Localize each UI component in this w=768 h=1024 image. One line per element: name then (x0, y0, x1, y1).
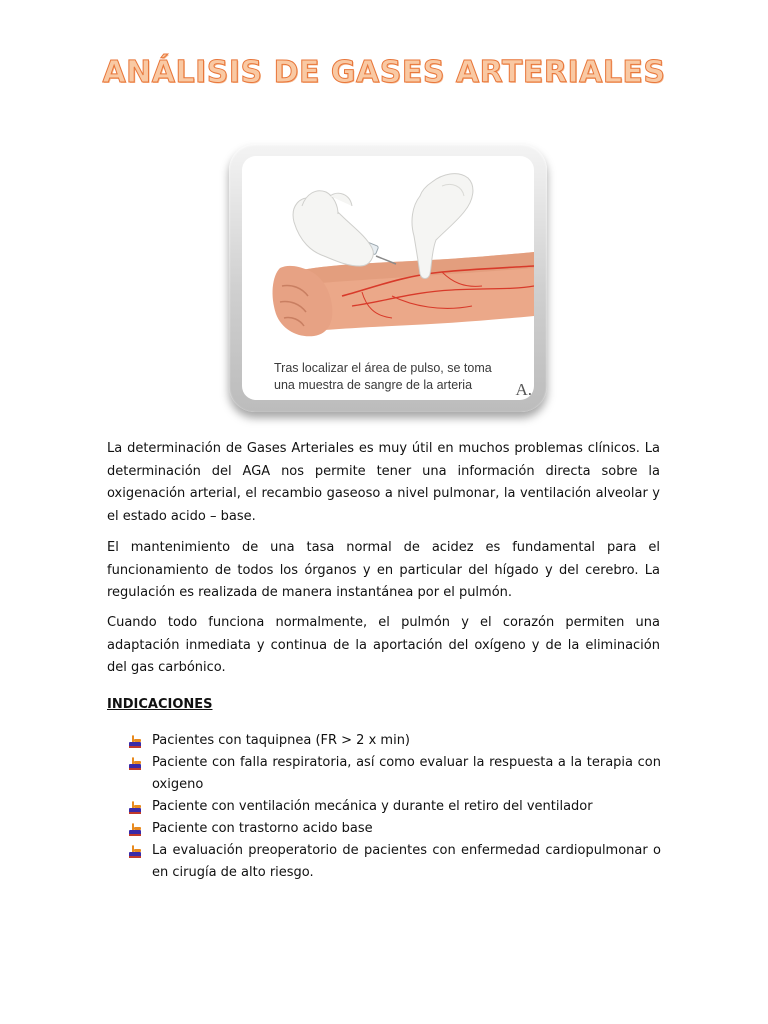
list-item (128, 730, 661, 752)
caption-line-2: una muestra de sangre de la arteria (274, 378, 473, 392)
paragraph-intro: La determinación de Gases Arteriales es muy útil en muchos problemas clínicos. La determinación del AGA nos permite tener una información directa sobre la oxigenación arterial, el recambio gaseoso a nivel pulmonar, la ventilación alveolar y el estado acido – base. (107, 441, 660, 524)
list-item-text: La evaluación preoperatorio de pacientes con enfermedad cardiopulmonar o en cirugía de alto riesgo. (152, 843, 661, 880)
pointer-hand-icon (128, 800, 143, 815)
list-item (128, 840, 661, 884)
list-item (128, 796, 661, 818)
list-item-text: Pacientes con taquipnea (FR > 2 x min) (152, 733, 411, 748)
pointer-hand-icon (128, 844, 143, 859)
list-item-text: Paciente con falla respiratoria, así como evaluar la respuesta a la terapia con oxigeno (152, 755, 661, 792)
caption-line-1: Tras localizar el área de pulso, se toma (274, 361, 492, 375)
list-item (128, 752, 661, 796)
pointer-hand-icon (128, 756, 143, 771)
arterial-puncture-illustration (242, 156, 534, 400)
indications-list (128, 730, 661, 884)
list-item-text: Paciente con ventilación mecánica y durante el retiro del ventilador (152, 799, 593, 814)
illustration-frame (229, 144, 547, 412)
pointer-hand-icon (128, 734, 143, 749)
indications-heading: INDICACIONES (107, 697, 213, 712)
paragraph-normal-function: Cuando todo funciona normalmente, el pulmón y el corazón permiten una adaptación inmediata y continua de la aportación del oxígeno y de la eliminación del gas carbónico. (107, 615, 660, 675)
list-item-text: Paciente con trastorno acido base (152, 821, 373, 836)
image-caption (274, 360, 492, 394)
page-title: ANÁLISIS DE GASES ARTERIALES (102, 55, 666, 90)
paragraph-acidity: El mantenimiento de una tasa normal de acidez es fundamental para el funcionamiento de todos los órganos y en particular del hígado y del cerebro. La regulación es realizada de manera instantánea por el pulmón. (107, 540, 660, 600)
publisher-logo-fragment: A. (515, 380, 532, 399)
pointer-hand-icon (128, 822, 143, 837)
list-item (128, 818, 661, 840)
